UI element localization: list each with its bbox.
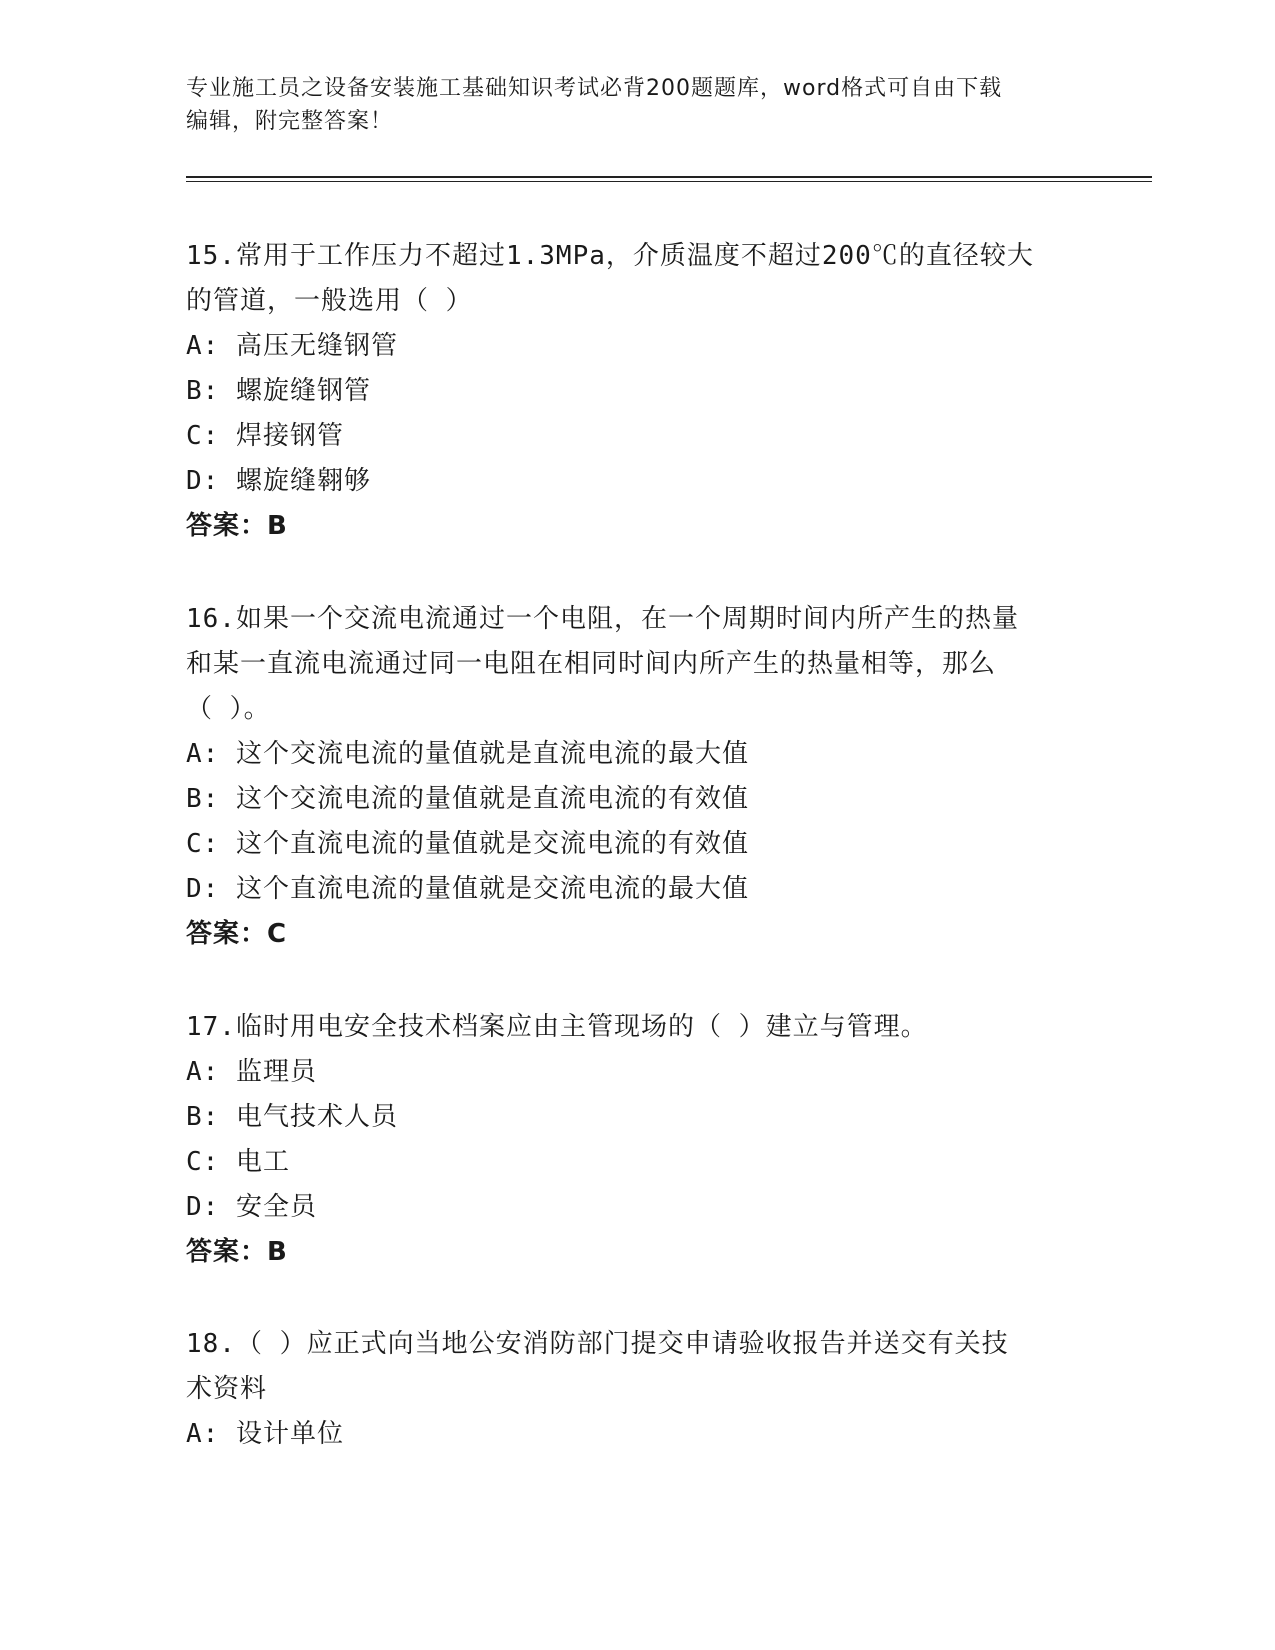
- option-a: A: 高压无缝钢管: [186, 331, 398, 361]
- option-b: B: 这个交流电流的量值就是直流电流的有效值: [186, 784, 749, 814]
- question-stem-line: 和某一直流电流通过同一电阻在相同时间内所产生的热量相等，那么: [186, 649, 997, 679]
- option-d: D: 螺旋缝翱够: [186, 466, 371, 496]
- option-b: B: 电气技术人员: [186, 1102, 398, 1132]
- option-d: D: 这个直流电流的量值就是交流电流的最大值: [186, 874, 749, 904]
- header-divider-thick: [186, 176, 1152, 178]
- option-c: C: 电工: [186, 1147, 290, 1177]
- option-d: D: 安全员: [186, 1192, 317, 1222]
- header-line-2: 编辑，附完整答案！: [186, 109, 394, 134]
- question-15: [186, 234, 1066, 549]
- option-a: A: 设计单位: [186, 1419, 344, 1449]
- question-stem-line: （ ）。: [186, 694, 271, 724]
- answer-line: 答案：B: [186, 1237, 288, 1267]
- question-18: [186, 1322, 1066, 1457]
- question-stem-line: 18.（ ）应正式向当地公安消防部门提交申请验收报告并送交有关技: [186, 1329, 1009, 1359]
- option-c: C: 这个直流电流的量值就是交流电流的有效值: [186, 829, 749, 859]
- header-divider-thin: [186, 181, 1152, 182]
- question-stem-line: 16.如果一个交流电流通过一个电阻，在一个周期时间内所产生的热量: [186, 604, 1019, 634]
- option-a: A: 监理员: [186, 1057, 317, 1087]
- question-stem-line: 17.临时用电安全技术档案应由主管现场的（ ）建立与管理。: [186, 1012, 928, 1042]
- option-a: A: 这个交流电流的量值就是直流电流的最大值: [186, 739, 749, 769]
- question-stem-line: 的管道，一般选用（ ）: [186, 286, 473, 316]
- option-b: B: 螺旋缝钢管: [186, 376, 371, 406]
- question-stem-line: 15.常用于工作压力不超过1.3MPa，介质温度不超过200℃的直径较大: [186, 241, 1034, 271]
- question-stem-line: 术资料: [186, 1374, 268, 1404]
- answer-line: 答案：B: [186, 511, 288, 541]
- header-line-1: 专业施工员之设备安装施工基础知识考试必背200题题库，word格式可自由下载: [186, 76, 1003, 101]
- question-17: [186, 1005, 1066, 1275]
- answer-line: 答案：C: [186, 919, 288, 949]
- option-c: C: 焊接钢管: [186, 421, 344, 451]
- question-16: [186, 597, 1066, 957]
- document-header: [186, 72, 1066, 138]
